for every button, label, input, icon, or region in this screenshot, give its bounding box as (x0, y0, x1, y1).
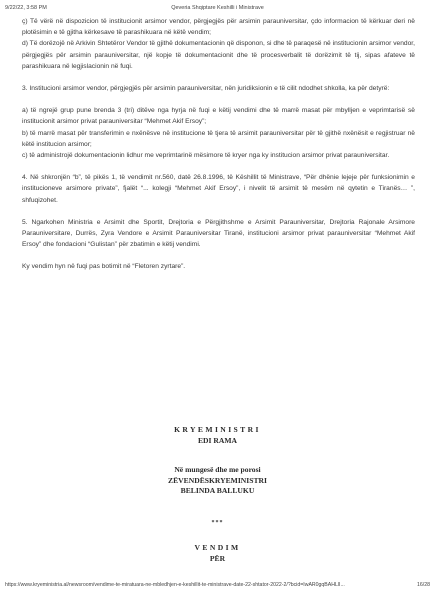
document-body (22, 16, 415, 284)
paragraph-point-c: c) të administrojë dokumentacionin lidhur me veprimtarinë mësimore të kryer nga ky institucion arsimor privat parauniversitar. (22, 152, 390, 160)
decision-heading: VENDIM (194, 543, 241, 552)
page-number: 16/28 (417, 582, 430, 588)
paragraph-point-a: a) të ngrejë grup pune brenda 3 (tri) ditëve nga hyrja në fuqi e këtij vendimi dhe të marrë masat për mbylljen e veprimtarisë së institucionit arsimor privat parauniversitar “Mehmet Akif Ersoy”; (22, 107, 415, 126)
next-decision-heading (0, 543, 435, 564)
separator-stars: *** (211, 520, 224, 526)
paragraph-article-5: 5. Ngarkohen Ministria e Arsimit dhe Sportit, Drejtoria e Përgjithshme e Arsimit Parauniversitar, Drejtoria Rajonale Arsimore Parauniversitare, Durrës, Zyra Vendore e Arsimit Parauniversitar Tiranë, institucioni arsimor privat parauniversitar “Mehmet Akif Ersoy” dhe fondacioni “Gulistan” për zbatimin e këtij vendimi. (22, 218, 415, 249)
paragraph-article-4: 4. Në shkronjën “b”, të pikës 1, të vendimit nr.560, datë 26.8.1996, të Këshillit të Ministrave, “Për dhënie lejeje për funksionimin e institucioneve arsimore private”, fjalët “... kolegji “Mehmet Akif Ersoy”, i nivelit të arsimit të mesëm në qytetin e Tiranës… ”, shfuqizohet. (22, 174, 415, 204)
deputy-signature-block (0, 465, 435, 497)
paragraph-article-3: 3. Institucioni arsimor vendor, përgjegjës për arsimin parauniversitar, nën juridiksionin e të cilit ndodhet shkolla, ka për detyrë: (22, 85, 390, 93)
paragraph-point-c-cedilla: ç) Të vërë në dispozicion të institucionit arsimor vendor, përgjegjës për arsimin parauniversitar, çdo informacion të kërkuar deri në plotësimin e të gjitha kërkesave të parashikuara në këtë vendim; (22, 18, 415, 37)
deputy-title: ZËVENDËSKRYEMINISTRI (168, 475, 267, 485)
paragraph-point-d: d) Të dorëzojë në Arkivin Shtetëror Vendor të gjithë dokumentacionin që disponon, si dhe të paraqesë në institucionin arsimor vendor, përgjegjës për arsimin parauniversitar, një kopje të dokumentacionit dhe të procesverbalit të dorëzimit të tij, sipas afateve të parashikuara në legjislacionin në fuqi. (22, 40, 415, 70)
signatory-name: EDI RAMA (197, 435, 238, 445)
print-header (5, 2, 430, 14)
page-url-link[interactable]: https://www.kryeministria.al/newsroom/vendime-te-miratuara-ne-mbledhjen-e-keshillit-te-ministrave-date-22-shtator-2022-2/?bcid=IwAR0gqBAHLlI... (5, 582, 345, 588)
deputy-name: BELINDA BALLUKU (180, 486, 255, 495)
paragraph-point-b: b) të marrë masat për transferimin e nxënësve në institucione të tjera të arsimit parauniversitar për të gjithë nxënësit e regjistruar në këtë institucion arsimor; (22, 129, 415, 148)
signatory-office: KRYEMINISTRI (174, 425, 261, 434)
site-title: Qeveria Shqiptare Keshilli i Ministrave (171, 5, 264, 11)
print-datetime: 9/22/22, 3:58 PM (5, 5, 47, 11)
paragraph-entry-into-force: Ky vendim hyn në fuqi pas botimit në “Fletoren zyrtare”. (22, 263, 186, 271)
decision-subheading: PËR (209, 553, 226, 563)
signature-block (0, 425, 435, 446)
print-footer (5, 582, 430, 592)
absence-line: Në mungesë dhe me porosi (174, 465, 261, 474)
